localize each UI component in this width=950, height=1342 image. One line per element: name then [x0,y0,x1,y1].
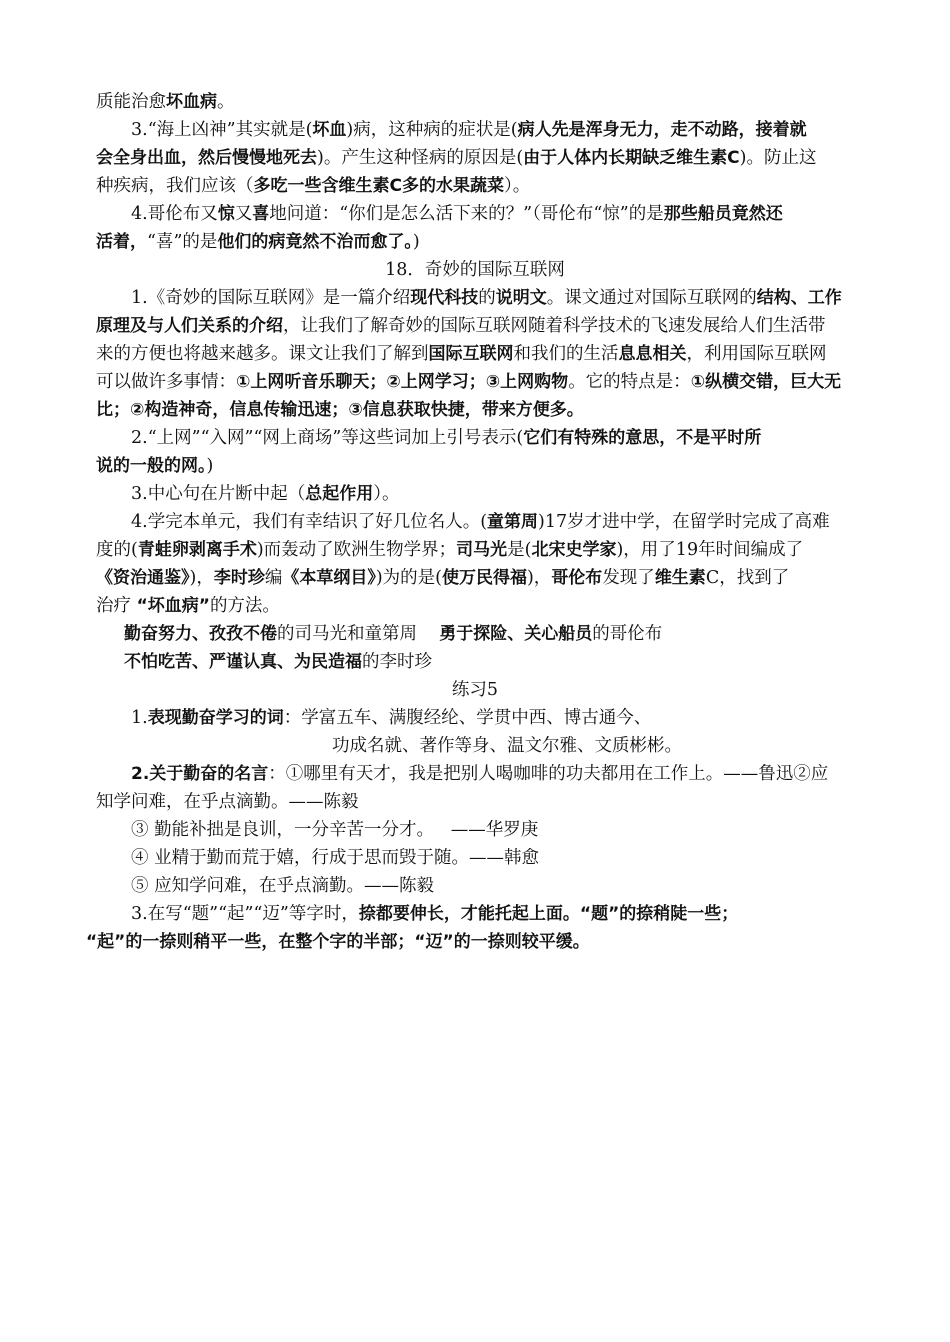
text: 的 [478,288,496,308]
text-line [96,368,950,396]
text-line [96,592,950,620]
bold-text: 活着， [96,232,147,252]
bold-text: 司马光 [456,540,508,560]
text-line [96,340,950,368]
text: 。课文通过对国际互联网的 [546,288,757,308]
text-line [96,88,950,116]
text-line [131,704,950,732]
text: )，用了19年时间编成了 [616,540,804,560]
text: ④ 业精于勤而荒于嬉，行成于思而毁于随。——韩愈 [131,848,540,868]
text: )。产生这种怪病的原因是( [317,148,524,168]
bold-text: 哥伦布 [551,568,603,588]
text: 1. [131,708,148,728]
text: 种疾病，我们应该（ [96,176,254,196]
bold-text: “坏血病” [136,596,210,616]
text: 又 [234,204,253,224]
bold-text: 比；②构造神奇，信息传输迅速；③信息获取快捷，带来方便多。 [96,400,584,420]
text-line [131,900,950,928]
bold-text: 坏血 [312,120,347,140]
text-line [96,564,950,592]
bold-text: 使万民得福 [441,568,527,588]
text: 2.“上网”“入网”“网上商场”等这些词加上引号表示( [131,428,524,448]
text: 3.中心句在片断中起（ [131,484,306,504]
bold-text: 不怕吃苦、严谨认真、为民造福 [124,652,362,672]
text: ，利用国际互联网 [686,344,827,364]
text: ，让我们了解奇妙的国际互联网随着科学技术的飞速发展给人们生活带 [283,316,826,336]
bold-text: 喜 [252,204,270,224]
bold-text: 李时珍 [213,568,265,588]
text: “喜”的是 [147,232,218,252]
text-line [131,284,950,312]
bold-text: 病人先是浑身无力，走不动路，接着就 [517,120,807,140]
section-title: 18．奇妙的国际互联网 [385,260,565,280]
text: ) [206,456,214,476]
text-line [86,928,950,956]
bold-text: 息息相关 [618,344,687,364]
text: )， [526,568,552,588]
bold-text: 那些船员竟然还 [663,204,783,224]
text: ⑤ 应知学问难，在乎点滴勤。——陈毅 [131,876,435,896]
bold-text: 《资治通鉴》 [96,568,190,588]
text-line [332,732,950,760]
text: )。防止这 [739,148,817,168]
text: 功成名就、著作等身、温文尔雅、文质彬彬。 [332,736,682,756]
text: ）。 [503,176,531,196]
text-line [96,788,950,816]
text: 是( [507,540,532,560]
bold-text: 说的一般的网。 [96,456,207,476]
text: ③ 勤能补拙是良训，一分辛苦一分才。 ——华罗庚 [131,820,539,840]
bold-text: 多吃一些含维生素C多的水果蔬菜 [253,176,504,196]
text: C，找到了 [705,568,790,588]
bold-text: 由于人体内长期缺乏维生素C [523,148,740,168]
bold-text: 总起作用 [305,484,374,504]
text-line [96,396,950,424]
text-line [124,620,950,648]
text-line [131,200,950,228]
text: 的方法。 [209,596,280,616]
bold-text: 2.关于勤奋的名言 [131,764,269,784]
text: 度的( [96,540,138,560]
text: 4.学完本单元，我们有幸结识了好几位名人。( [131,512,488,532]
text: )， [189,568,214,588]
text: )17岁才进中学，在留学时完成了高难 [538,512,830,532]
text: 可以做许多事情： [96,372,236,392]
text: 质能治愈 [96,92,166,112]
text-line [131,760,950,788]
text-line [131,480,950,508]
text-line [131,872,950,900]
bold-text: ①上网听音乐聊天；②上网学习；③上网购物 [236,372,569,392]
bold-text: 勤奋努力、孜孜不倦 [124,624,277,644]
text-line [96,536,950,564]
text: 编 [264,568,283,588]
bold-text: 他们的病竟然不治而愈了。 [217,232,413,252]
text-line [131,816,950,844]
text-line [96,312,950,340]
bold-text: 结构、工作 [756,288,842,308]
bold-text: 童第周 [487,512,539,532]
bold-text: ①纵横交错，巨大无 [690,372,842,392]
bold-text: “起”的一捺则稍平一些，在整个字的半部；“迈”的一捺则较平缓。 [86,932,590,952]
bold-text: 勇于探险、关心船员 [439,624,593,644]
text-line [131,424,950,452]
bold-text: 国际互联网 [428,344,514,364]
text-line [96,172,950,200]
bold-text: 坏血病 [166,92,217,112]
text: 。它的特点是： [568,372,691,392]
text: 1.《奇妙的国际互联网》是一篇介绍 [131,288,411,308]
bold-text: 现代科技 [410,288,479,308]
bold-text: 惊 [217,204,235,224]
bold-text: 北宋史学家 [531,540,617,560]
text: 3.“海上凶神”其实就是( [131,120,313,140]
bold-text: 《本草纲目》 [282,568,376,588]
bold-text: 原理及与人们关系的介绍 [96,316,283,336]
text: )而轰动了欧洲生物学界； [256,540,457,560]
text: 来的方便也将越来越多。课文让我们了解到 [96,344,429,364]
text: 和我们的生活 [513,344,619,364]
text-line [131,844,950,872]
section-title: 练习5 [451,680,499,700]
text-line [96,144,950,172]
text: 的李时珍 [362,652,432,672]
text: ：学富五车、满腹经纶、学贯中西、博古通今、 [283,708,652,728]
text-line [96,228,950,256]
text: 的哥伦布 [592,624,663,644]
bold-text: 捺都要伸长，才能托起上面。“题”的捺稍陡一些； [358,904,739,924]
text-line [124,648,950,676]
bold-text: 青蛙卵剥离手术 [137,540,257,560]
bold-text: 会全身出血，然后慢慢地死去 [96,148,317,168]
bold-text: 说明文 [495,288,547,308]
text: 的司马光和童第周 [277,624,440,644]
text-line [131,508,950,536]
text: 发现了 [602,568,655,588]
text: ）。 [373,484,400,504]
text: ) [412,232,420,252]
bold-text: 维生素 [654,568,706,588]
bold-text: 表现勤奋学习的词 [147,708,284,728]
text: ：①哪里有天才，我是把别人喝咖啡的功夫都用在工作上。——鲁迅②应 [268,764,829,784]
text-line [131,116,950,144]
text: )病，这种病的症状是( [346,120,518,140]
text: 地问道：“你们是怎么活下来的？”（哥伦布“惊”的是 [269,204,664,224]
text: 4.哥伦布又 [131,204,218,224]
text: 治疗 [96,596,137,616]
text: )为的是( [375,568,442,588]
text: 。 [217,92,235,112]
bold-text: 它们有特殊的意思，不是平时所 [523,428,762,448]
text: 3.在写“题”“起”“迈”等字时， [131,904,359,924]
text: 知学问难，在乎点滴勤。——陈毅 [96,792,359,812]
text-line [96,452,950,480]
